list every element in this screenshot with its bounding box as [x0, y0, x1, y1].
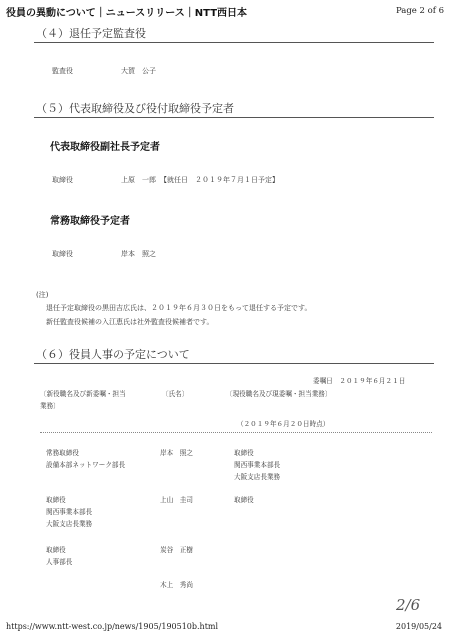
entry-name: 岸本 照之	[160, 449, 193, 457]
vice-president-role: 取締役	[52, 176, 73, 184]
entry-new-role: 常務取締役	[46, 449, 79, 457]
table-header-divider	[40, 432, 432, 433]
section-5-heading: （５）代表取締役及び役付取締役予定者	[36, 102, 234, 115]
section-4-rule	[34, 42, 434, 43]
entry-current-duty: 関西事業本部長	[234, 461, 281, 469]
entry-new-duty: 設備本部ネットワーク部長	[46, 461, 126, 469]
entry-name: 上山 圭司	[160, 496, 193, 504]
managing-director-name: 岸本 照之	[121, 250, 156, 258]
section-6-rule	[34, 363, 434, 364]
note-line-2: 新任監査役候補の入江恵氏は社外監査役候補者です。	[46, 318, 214, 326]
handwritten-page-mark: 2/6	[396, 596, 421, 614]
entry-current-duty: 大阪支店長業務	[234, 473, 281, 481]
section-4-heading: （４）退任予定監査役	[36, 27, 146, 40]
section-5-rule	[34, 117, 434, 118]
as-of-date: （２０１９年６月２０日時点）	[237, 420, 330, 428]
entry-new-duty: 関西事業本部長	[46, 508, 93, 516]
commission-date: 委嘱日 ２０１９年６月２１日	[313, 377, 406, 385]
section-6-heading: （６）役員人事の予定について	[36, 348, 190, 361]
vice-president-note: 【就任日 ２０１９年７月１日予定】	[160, 176, 279, 184]
entry-new-role: 取締役	[46, 546, 66, 554]
entry-new-role: 取締役	[46, 496, 66, 504]
entry-current-role: 取締役	[234, 496, 254, 504]
footer-url: https://www.ntt-west.co.jp/news/1905/190510b.html	[6, 622, 219, 631]
entry-name: 炭谷 正樹	[160, 546, 193, 554]
entry-current-role: 取締役	[234, 449, 254, 457]
entry-new-duty: 大阪支店長業務	[46, 520, 93, 528]
entry-new-duty: 人事部長	[46, 558, 73, 566]
column-new-role-line-2: 業務〕	[40, 402, 60, 410]
column-current-role-header: 〔現役職名及び現委嘱・担当業務〕	[226, 390, 332, 398]
page-number: Page 2 of 6	[395, 6, 444, 16]
managing-director-heading: 常務取締役予定者	[50, 216, 130, 227]
notes-label: (注)	[36, 291, 49, 299]
section-4-role: 監査役	[52, 67, 73, 75]
entry-name: 木上 秀尚	[160, 581, 193, 589]
column-name-header: 〔氏名〕	[162, 390, 189, 398]
managing-director-role: 取締役	[52, 250, 73, 258]
column-new-role-line-1: 〔新役職名及び新委嘱・担当	[40, 390, 126, 398]
vice-president-name: 上原 一郎	[121, 176, 156, 184]
footer-date: 2019/05/24	[395, 622, 442, 631]
note-line-1: 退任予定取締役の黒田吉広氏は、２０１９年６月３０日をもって退任する予定です。	[46, 304, 312, 312]
vice-president-heading: 代表取締役副社長予定者	[50, 142, 160, 153]
page-header-title: 役員の異動について｜ニュースリリース｜NTT西日本	[6, 8, 248, 19]
section-4-name: 大賀 公子	[121, 67, 156, 75]
